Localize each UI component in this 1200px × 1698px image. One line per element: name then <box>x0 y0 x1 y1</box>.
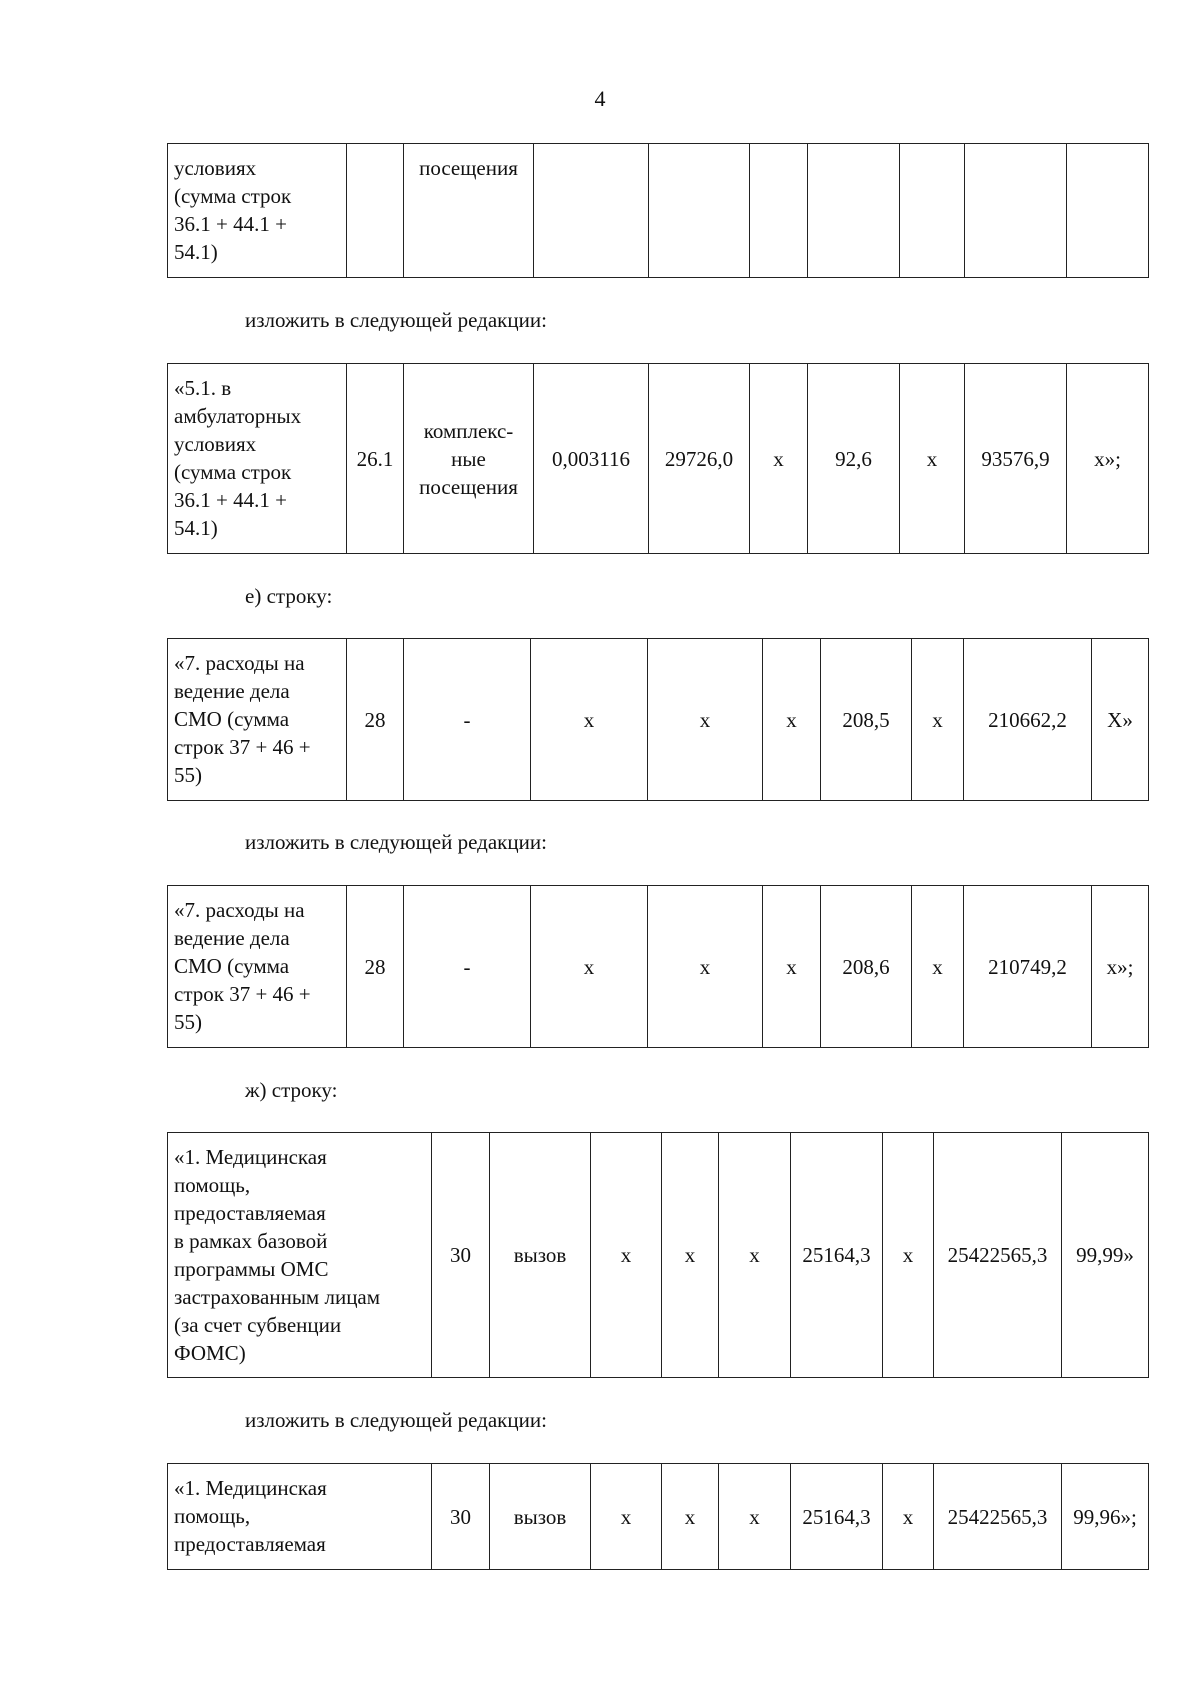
table-cell <box>965 144 1067 278</box>
table-row-7-old <box>167 638 1149 801</box>
paragraph-text: изложить в следующей редакции: <box>245 830 547 854</box>
table-cell: 25422565,3 <box>934 1133 1062 1378</box>
row-label-cell: «7. расходы на ведение дела СМО (сумма строк 37 + 46 + 55) <box>168 886 347 1048</box>
table-row <box>168 1464 1149 1570</box>
table-row <box>168 364 1149 554</box>
table-row <box>168 1133 1149 1378</box>
table-cell: х»; <box>1067 364 1149 554</box>
table-cell <box>808 144 900 278</box>
table-cell: х <box>662 1464 719 1570</box>
row-number-cell: 28 <box>347 639 404 801</box>
unit-cell: посещения <box>404 144 534 278</box>
row-number-cell: 30 <box>432 1464 490 1570</box>
table-row-5-1-new <box>167 363 1149 554</box>
table-row-1-old <box>167 1132 1149 1378</box>
table-cell: х <box>912 639 964 801</box>
row-label-cell: «5.1. в амбулаторных условиях (сумма строк 36.1 + 44.1 + 54.1) <box>168 364 347 554</box>
paragraph-text: е) строку: <box>245 584 333 608</box>
table-cell: 99,96»; <box>1062 1464 1149 1570</box>
table-cell <box>900 144 965 278</box>
paragraph-text: изложить в следующей редакции: <box>245 308 547 332</box>
table-cell: 0,003116 <box>534 364 649 554</box>
unit-cell: - <box>404 886 531 1048</box>
table-cell: 92,6 <box>808 364 900 554</box>
row-number-cell: 26.1 <box>347 364 404 554</box>
page-number: 4 <box>594 86 606 111</box>
table-row-1-new <box>167 1463 1149 1570</box>
table-cell: х <box>883 1464 934 1570</box>
unit-cell: - <box>404 639 531 801</box>
row-number-cell: 28 <box>347 886 404 1048</box>
table-cell <box>1067 144 1149 278</box>
table-cell <box>750 144 808 278</box>
paragraph-text: изложить в следующей редакции: <box>245 1408 547 1432</box>
table-cell: х <box>719 1464 791 1570</box>
table-cell: х <box>648 639 763 801</box>
table-cell: х <box>662 1133 719 1378</box>
table-cell: 25164,3 <box>791 1133 883 1378</box>
row-number-cell: 30 <box>432 1133 490 1378</box>
table-row-fragment-prev <box>167 143 1149 278</box>
table-cell: 210662,2 <box>964 639 1092 801</box>
table-cell: 208,6 <box>821 886 912 1048</box>
table-row-7-new <box>167 885 1149 1048</box>
table-cell <box>649 144 750 278</box>
table-cell: х <box>719 1133 791 1378</box>
table-cell <box>534 144 649 278</box>
unit-cell: комплекс- ные посещения <box>404 364 534 554</box>
table-row <box>168 639 1149 801</box>
table-cell: х <box>883 1133 934 1378</box>
table-cell <box>347 144 404 278</box>
table-cell: х <box>648 886 763 1048</box>
table-cell: х <box>750 364 808 554</box>
table-cell: х <box>900 364 965 554</box>
table-cell: 29726,0 <box>649 364 750 554</box>
table-row <box>168 886 1149 1048</box>
table-cell: 25164,3 <box>791 1464 883 1570</box>
table-cell: х <box>912 886 964 1048</box>
table-cell: Х» <box>1092 639 1149 801</box>
table-cell: х <box>591 1464 662 1570</box>
row-label-cell: «1. Медицинская помощь, предоставляемая <box>168 1464 432 1570</box>
unit-cell: вызов <box>490 1464 591 1570</box>
row-label-cell: «1. Медицинская помощь, предоставляемая в рамках базовой программы ОМС застрахованным лицам (за счет субвенции ФОМС) <box>168 1133 432 1378</box>
paragraph-text: ж) строку: <box>245 1078 338 1102</box>
table-cell: х»; <box>1092 886 1149 1048</box>
table-cell: 210749,2 <box>964 886 1092 1048</box>
table-cell: 208,5 <box>821 639 912 801</box>
table-cell: х <box>763 639 821 801</box>
table-cell: х <box>591 1133 662 1378</box>
table-cell: 93576,9 <box>965 364 1067 554</box>
table-cell: х <box>531 886 648 1048</box>
table-cell: х <box>531 639 648 801</box>
row-label-cell: условиях (сумма строк 36.1 + 44.1 + 54.1) <box>168 144 347 278</box>
unit-cell: вызов <box>490 1133 591 1378</box>
table-row <box>168 144 1149 278</box>
table-cell: х <box>763 886 821 1048</box>
table-cell: 25422565,3 <box>934 1464 1062 1570</box>
row-label-cell: «7. расходы на ведение дела СМО (сумма строк 37 + 46 + 55) <box>168 639 347 801</box>
table-cell: 99,99» <box>1062 1133 1149 1378</box>
